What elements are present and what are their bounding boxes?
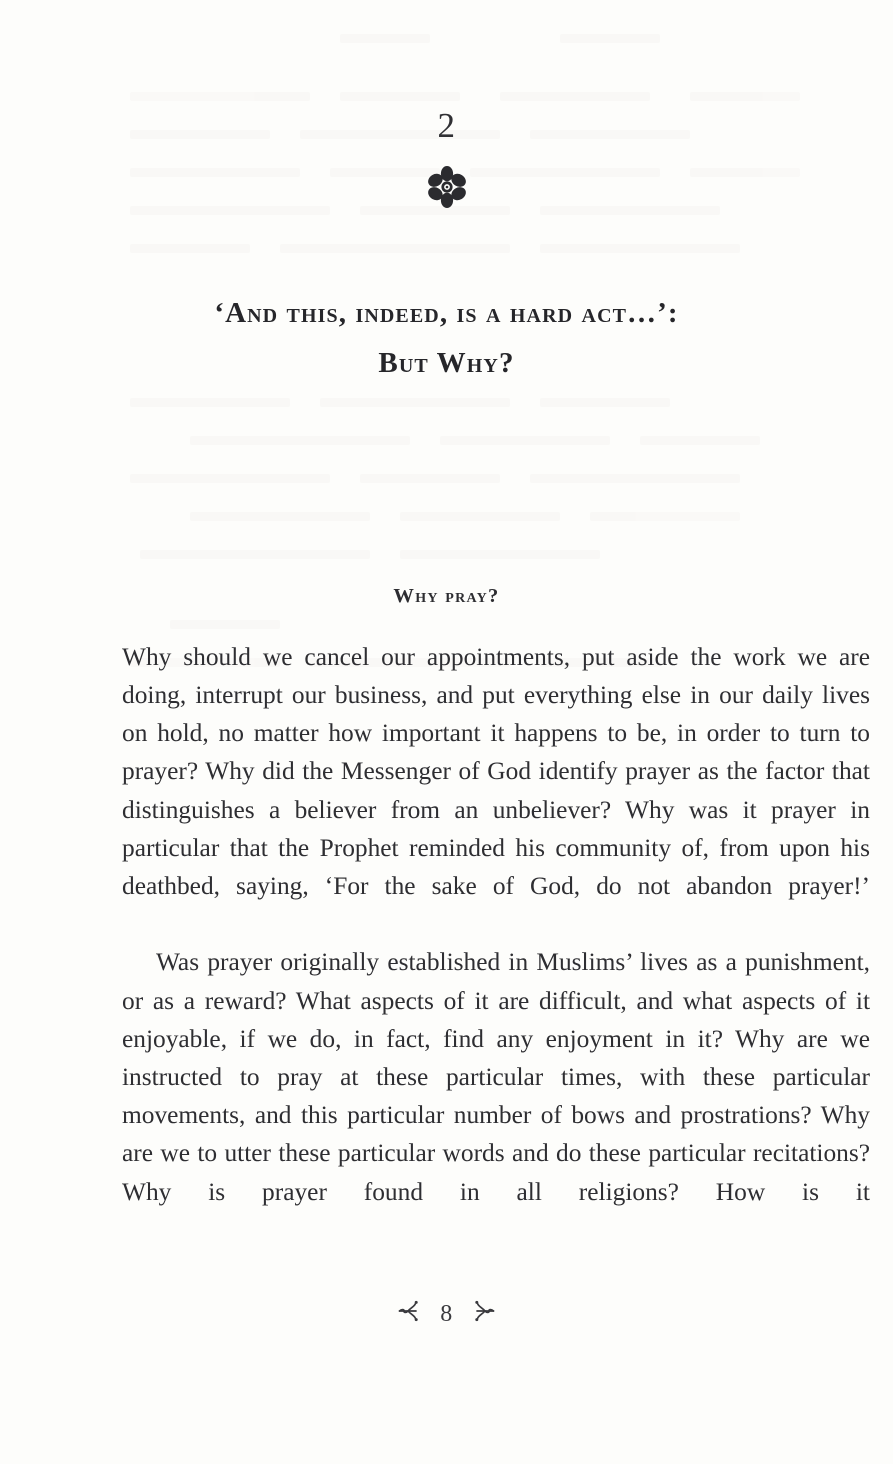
page-folio — [0, 1298, 893, 1331]
body-paragraph-1: Why should we cancel our appointments, put aside the work we are doing, interrupt our business, and put everything else in our daily lives on hold, no matter how important it happens to be, in order to turn to prayer? Why did the Messenger of God identify prayer as the factor that distinguishes a believer from an unbeliever? Why was it prayer in particular that the Prophet reminded his community of, from upon his deathbed, saying, ‘For the sake of God, do not abandon prayer!’ — [122, 642, 870, 900]
body-text — [0, 638, 893, 1249]
chapter-title-line-1: ‘And this, indeed, is a hard act…’: — [214, 297, 679, 329]
fleuron-ornament-right-icon — [473, 1298, 497, 1331]
chapter-title — [0, 289, 893, 389]
fleuron-ornament-left-icon — [396, 1298, 420, 1331]
chapter-number: 2 — [437, 106, 456, 145]
section-heading: Why pray? — [393, 584, 500, 607]
rosette-ornament-icon — [425, 165, 469, 214]
folio-number: 8 — [440, 1301, 453, 1327]
chapter-title-line-2: But Why? — [378, 346, 515, 379]
body-paragraph-2: Was prayer originally established in Muslims’ lives as a punishment, or as a reward? What aspects of it are difficult, and what aspects of it enjoyable, if we do, in fact, find any enjoyment in it? Why are we instructed to pray at these particular times, with these particular movements, and this particular number of bows and prostrations? Why are we to utter these particular words and do these particular recitations? Why is prayer found in all religions? How is it — [122, 948, 870, 1206]
chapter-ornament — [0, 165, 893, 211]
